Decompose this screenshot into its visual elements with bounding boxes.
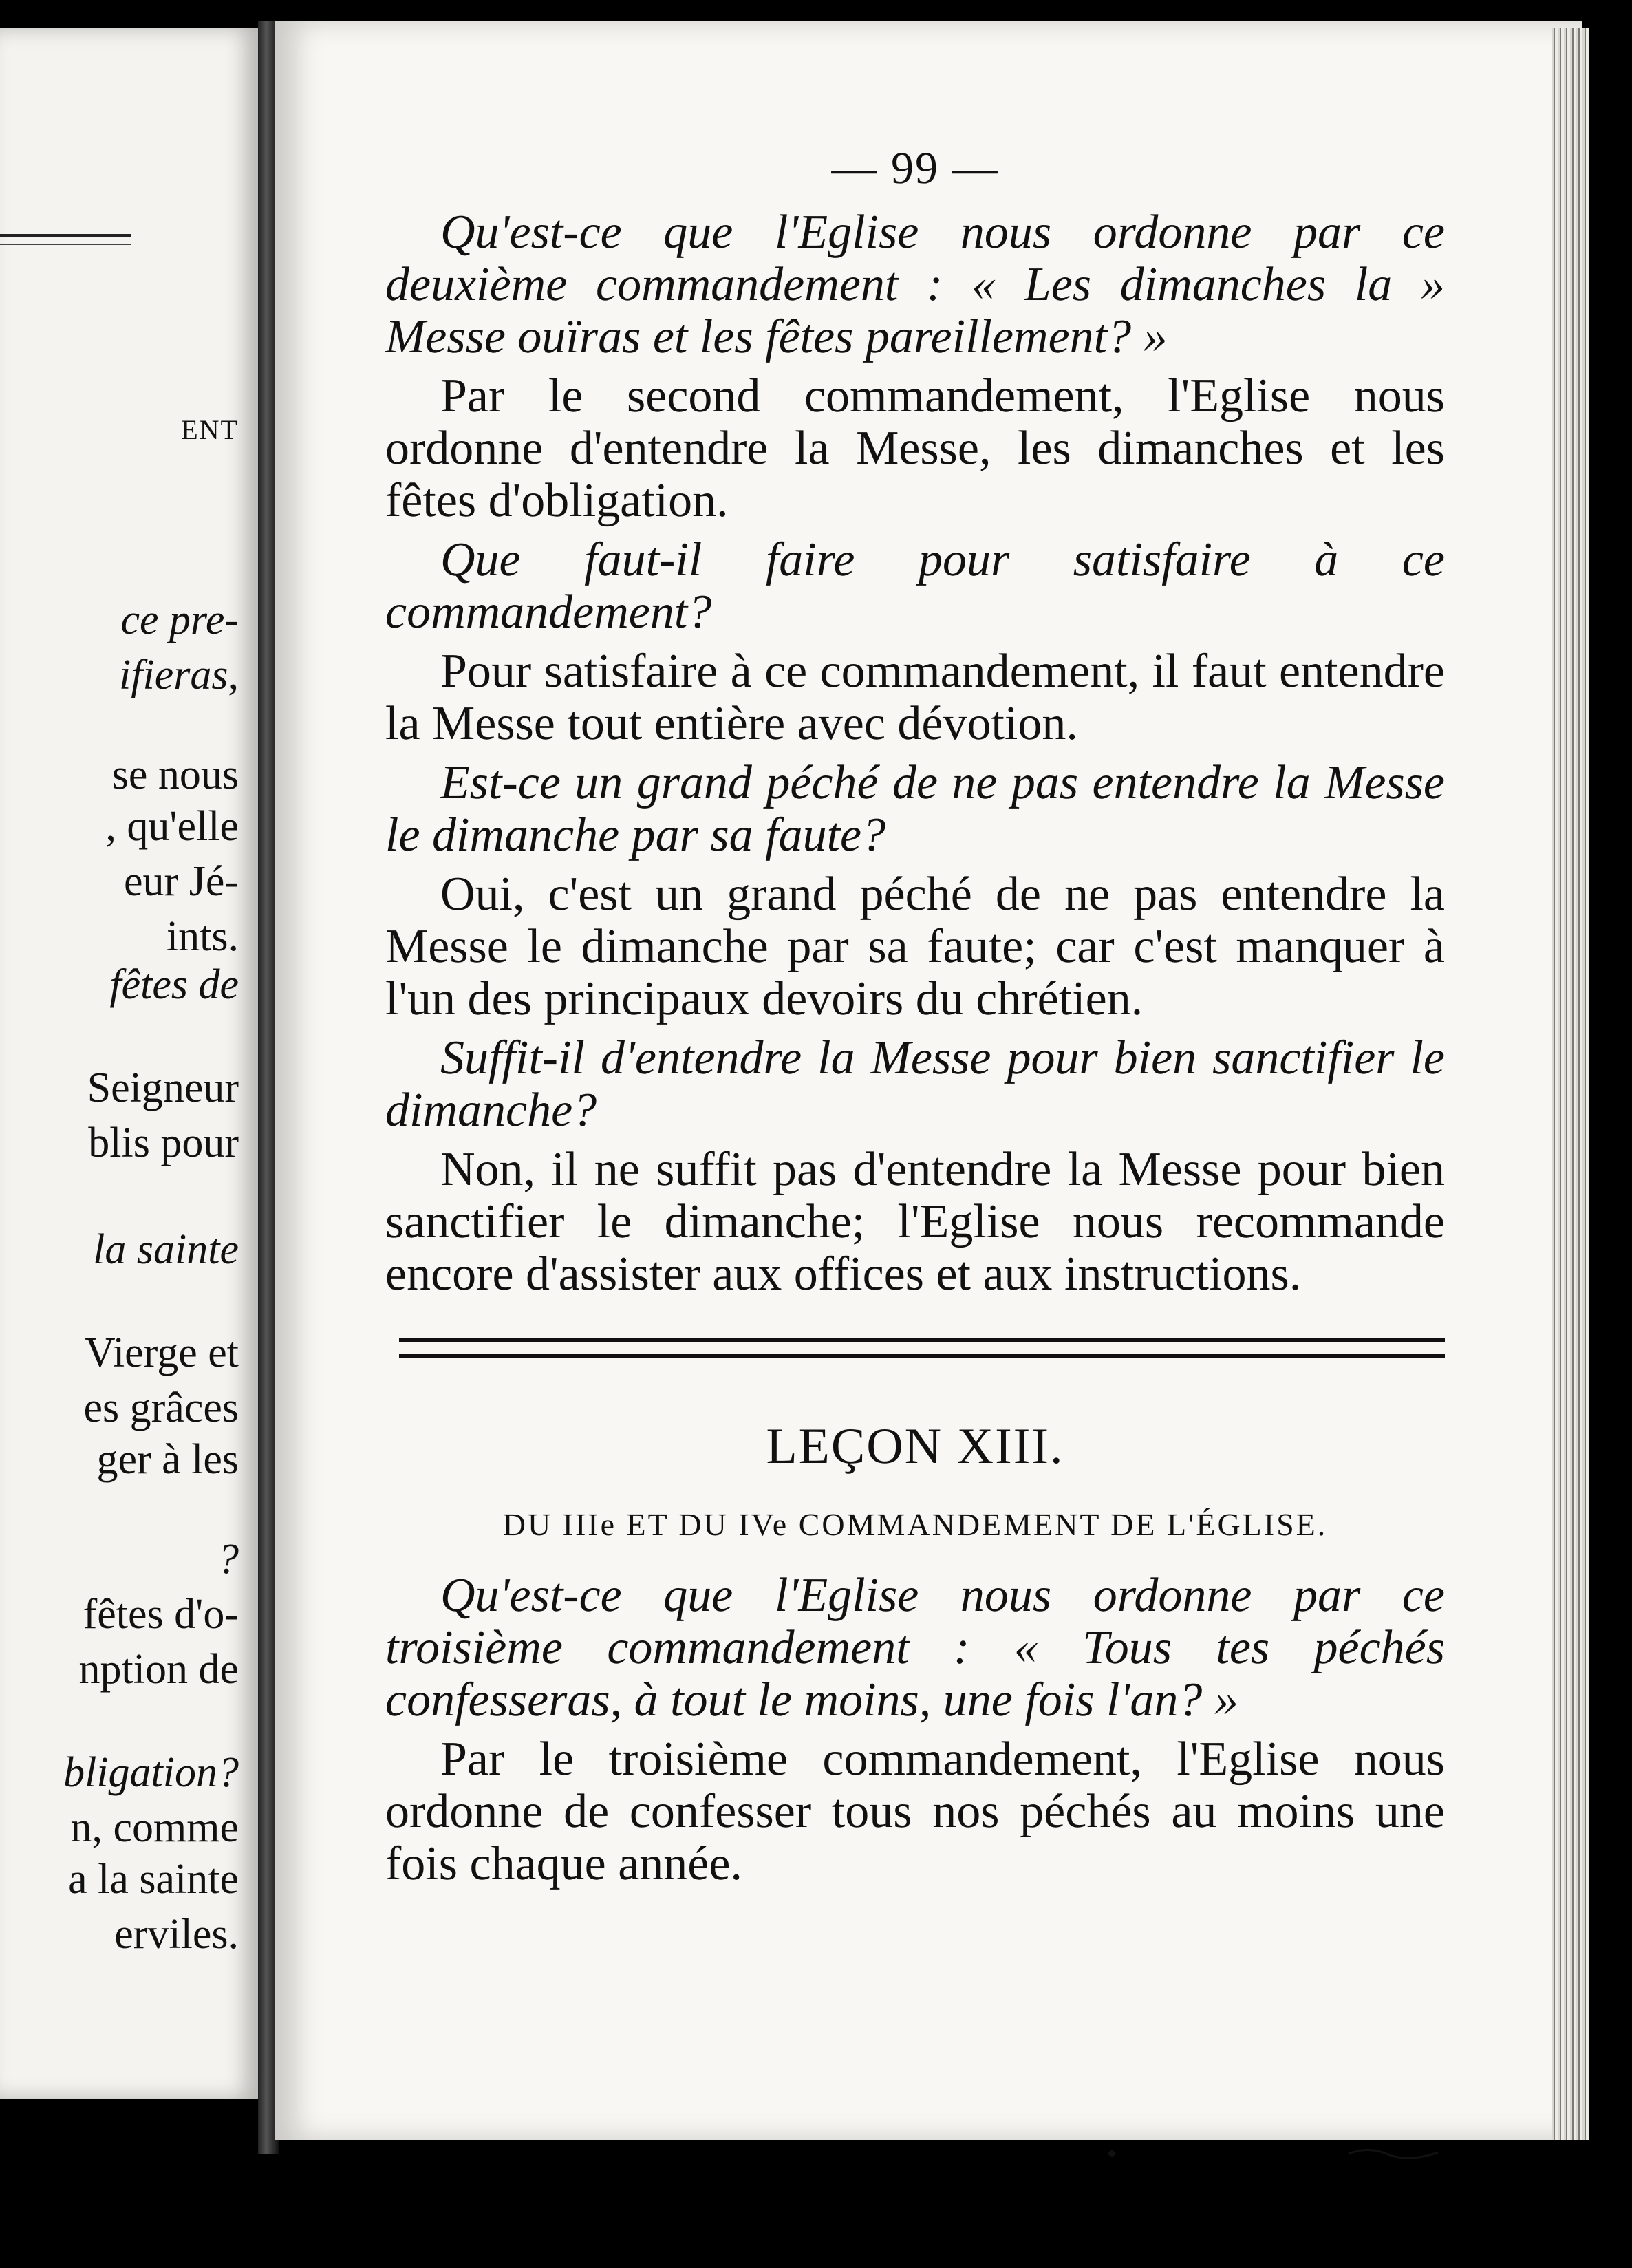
- facing-page-line: , qu'elle: [105, 803, 239, 850]
- answer-paragraph: Oui, c'est un grand péché de ne pas entendre la Messe le dimanche par sa faute; car c'est manquer à l'un des principaux devoirs du chrétien.: [385, 868, 1445, 1025]
- facing-page-line: la sainte: [93, 1226, 239, 1273]
- lesson-title: LEÇON XIII.: [766, 1418, 1064, 1475]
- page-text-column: [385, 138, 1445, 1897]
- facing-page-line: a la sainte: [68, 1856, 239, 1903]
- page-number: — 99 —: [831, 143, 999, 193]
- facing-page-line: es grâces: [83, 1384, 239, 1431]
- answer-paragraph: Par le second commandement, l'Eglise nous ordonne d'entendre la Messe, les dimanches et les fêtes d'obligation.: [385, 370, 1445, 527]
- facing-page-line: blis pour: [88, 1120, 239, 1166]
- question-paragraph: Suffit-il d'entendre la Messe pour bien sanctifier le dimanche?: [385, 1031, 1445, 1137]
- facing-page-left: [0, 28, 258, 2099]
- answer-paragraph: Par le troisième commandement, l'Eglise nous ordonne de confesser tous nos péchés au moins une fois chaque année.: [385, 1733, 1445, 1890]
- facing-page-line: fêtes de: [109, 961, 239, 1008]
- facing-page-line: Seigneur: [87, 1065, 239, 1111]
- facing-page-line: ger à les: [96, 1436, 239, 1483]
- facing-page-line: ENT: [181, 414, 239, 445]
- lesson-subtitle: DU IIIe ET DU IVe COMMANDEMENT DE L'ÉGLISE.: [502, 1507, 1328, 1542]
- facing-page-line: ints.: [166, 913, 239, 960]
- answer-paragraph: Non, il ne suffit pas d'entendre la Messe pour bien sanctifier le dimanche; l'Eglise nous recommande encore d'assister aux offices et aux instructions.: [385, 1143, 1445, 1301]
- facing-page-line: bligation?: [63, 1749, 239, 1796]
- question-paragraph: Qu'est-ce que l'Eglise nous ordonne par ce troisième commandement : « Tous tes péchés confesseras, à tout le moins, une fois l'an? »: [385, 1569, 1445, 1726]
- section-divider: [399, 1338, 1445, 1358]
- page-edges: [1552, 28, 1589, 2140]
- catechism-section-1: [385, 206, 1445, 1301]
- facing-page-line: fêtes d'o-: [83, 1591, 239, 1638]
- facing-page-line: ifieras,: [119, 652, 239, 698]
- facing-page-line: erviles.: [114, 1911, 239, 1958]
- facing-page-rule: [0, 234, 131, 245]
- facing-page-line: ce pre-: [120, 597, 239, 643]
- facing-page-line: ?: [217, 1536, 239, 1583]
- scan-specks: [1101, 2140, 1445, 2181]
- question-paragraph: Que faut-il faire pour satisfaire à ce commandement?: [385, 533, 1445, 639]
- facing-page-line: se nous: [111, 751, 239, 798]
- facing-page-line: nption de: [78, 1646, 239, 1693]
- question-paragraph: Qu'est-ce que l'Eglise nous ordonne par ce deuxième commandement : « Les dimanches la » Messe ouïras et les fêtes pareillement? »: [385, 206, 1445, 363]
- catechism-section-2: [385, 1570, 1445, 1890]
- answer-paragraph: Pour satisfaire à ce commandement, il faut entendre la Messe tout entière avec dévotion.: [385, 645, 1445, 750]
- question-paragraph: Est-ce un grand péché de ne pas entendre la Messe le dimanche par sa faute?: [385, 756, 1445, 862]
- facing-page-line: n, comme: [70, 1804, 239, 1851]
- facing-page-line: eur Jé-: [124, 858, 239, 905]
- facing-page-line: Vierge et: [84, 1329, 239, 1376]
